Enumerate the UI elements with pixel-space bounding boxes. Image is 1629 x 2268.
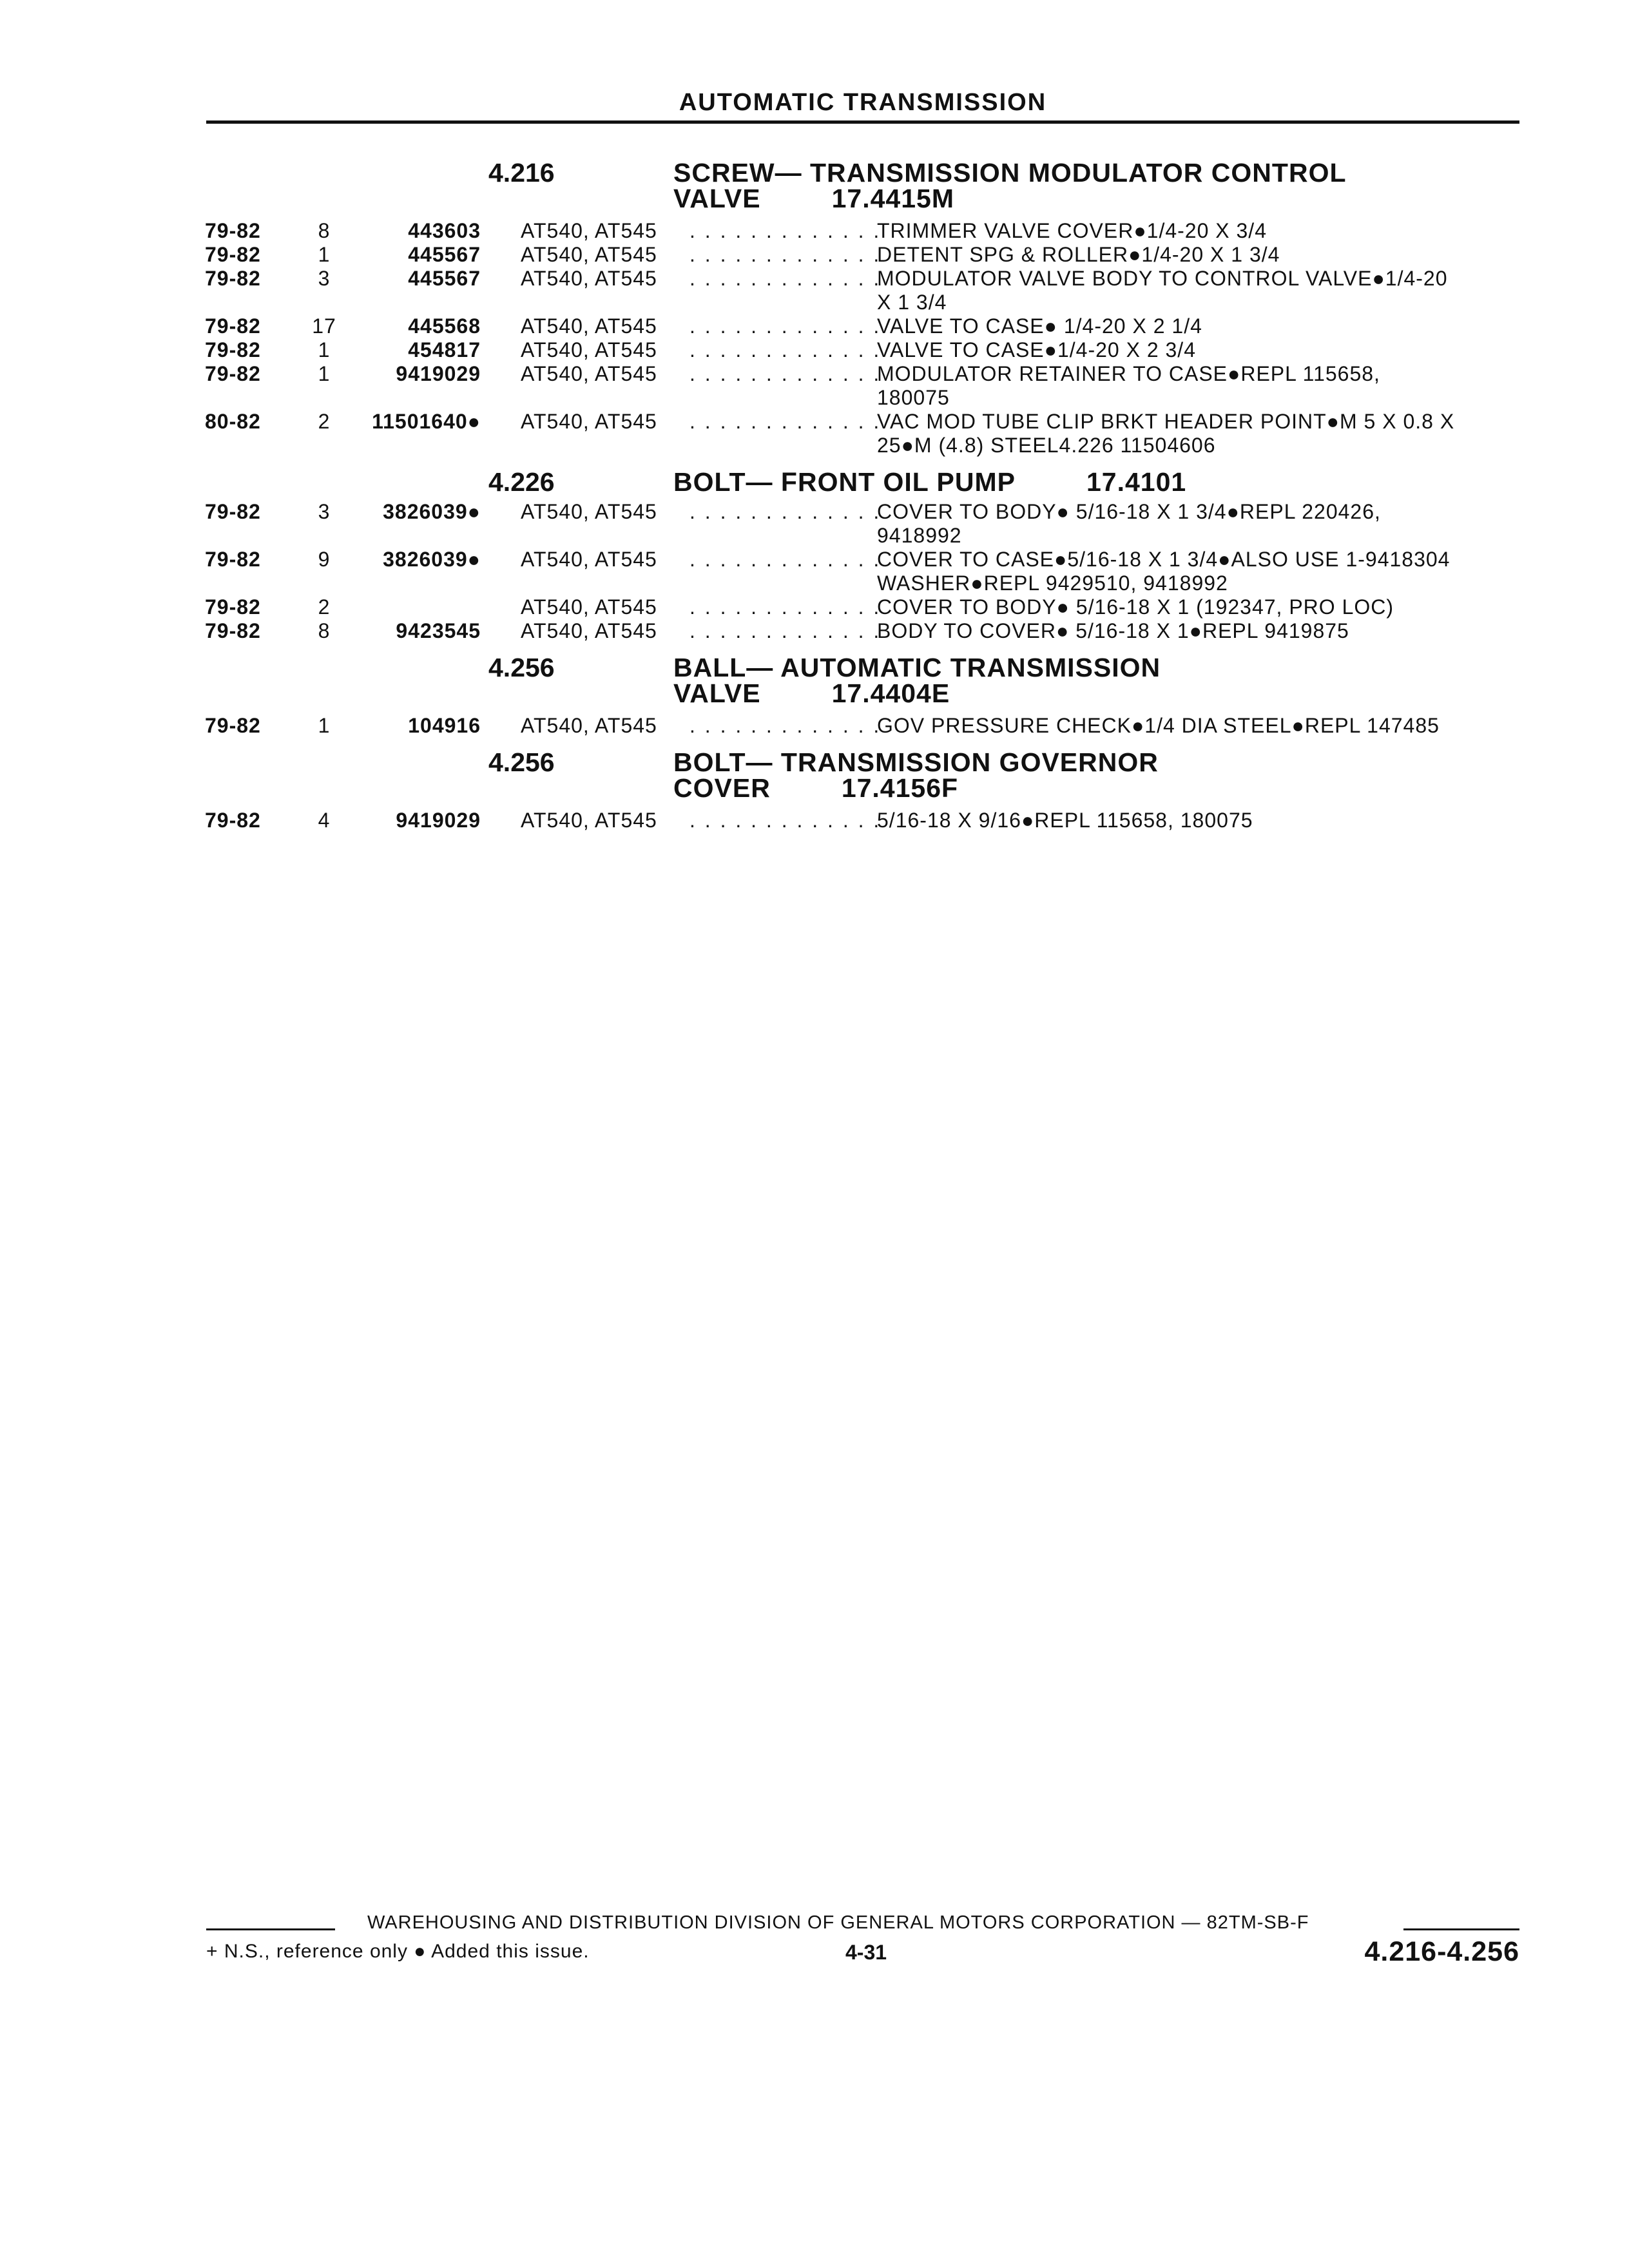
part-number-cell: 445567 — [408, 267, 481, 290]
section-title — [673, 749, 1159, 801]
model-cell: AT540, AT545 — [521, 809, 657, 832]
footer-rule-right — [1403, 1928, 1519, 1930]
part-number-cell: 454817 — [408, 338, 481, 361]
section-range: 4.216-4.256 — [1364, 1936, 1519, 1967]
qty-cell: 2 — [318, 410, 331, 433]
model-cell: AT540, AT545 — [521, 548, 657, 571]
leader-dots: . . . . . . . . . . . . . — [689, 362, 882, 385]
year-cell: 79-82 — [205, 362, 261, 385]
qty-cell: 1 — [318, 243, 331, 266]
description-cell: BODY TO COVER● 5/16-18 X 1●REPL 9419875 — [877, 619, 1349, 642]
part-number-cell: 9423545 — [396, 619, 481, 642]
section-number: 4.216 — [488, 158, 555, 187]
model-cell: AT540, AT545 — [521, 714, 657, 737]
year-cell: 79-82 — [205, 548, 261, 571]
model-cell: AT540, AT545 — [521, 338, 657, 361]
parts-catalog — [205, 148, 1532, 832]
qty-cell: 2 — [318, 595, 331, 619]
section-title-line2 — [673, 186, 1347, 211]
section-title-line1: SCREW— TRANSMISSION MODULATOR CONTROL — [673, 158, 1347, 187]
section-title — [673, 655, 1161, 706]
qty-cell: 1 — [318, 362, 331, 385]
section-title-line2-text: COVER — [673, 773, 771, 803]
qty-cell: 17 — [312, 314, 336, 338]
table-row — [205, 243, 1532, 267]
year-cell: 79-82 — [205, 500, 261, 523]
description-cell: VAC MOD TUBE CLIP BRKT HEADER POINT●M 5 X 0.8 X 25●M (4.8) STEEL4.226 11504606 — [877, 410, 1455, 457]
table-row — [205, 338, 1532, 362]
year-cell: 79-82 — [205, 338, 261, 361]
section-heading — [205, 157, 1532, 219]
description-cell: VALVE TO CASE● 1/4-20 X 2 1/4 — [877, 314, 1202, 338]
part-number-cell: 11501640● — [372, 410, 481, 433]
leader-dots: . . . . . . . . . . . . . — [689, 410, 882, 433]
table-row — [205, 595, 1532, 619]
description-cell: TRIMMER VALVE COVER●1/4-20 X 3/4 — [877, 219, 1267, 242]
section-code: 17.4156F — [841, 773, 959, 803]
section-heading — [205, 466, 1532, 500]
model-cell: AT540, AT545 — [521, 314, 657, 338]
part-number-cell: 9419029 — [396, 362, 481, 385]
footer-rule-left — [206, 1928, 335, 1930]
table-row — [205, 809, 1532, 832]
table-row — [205, 500, 1532, 548]
table-row — [205, 314, 1532, 338]
section-title-line1: BOLT— TRANSMISSION GOVERNOR — [673, 747, 1159, 777]
description-cell: 5/16-18 X 9/16●REPL 115658, 180075 — [877, 809, 1253, 832]
year-cell: 79-82 — [205, 595, 261, 619]
section-title-line1: BOLT— FRONT OIL PUMP — [673, 467, 1016, 497]
footer-legend: + N.S., reference only ● Added this issue. — [206, 1941, 590, 1962]
model-cell: AT540, AT545 — [521, 267, 657, 290]
section-code: 17.4101 — [1086, 467, 1187, 497]
year-cell: 80-82 — [205, 410, 261, 433]
section-title-line1: BALL— AUTOMATIC TRANSMISSION — [673, 653, 1161, 682]
qty-cell: 9 — [318, 548, 331, 571]
footer-publisher: WAREHOUSING AND DISTRIBUTION DIVISION OF GENERAL MOTORS CORPORATION — 82TM-SB-F — [367, 1912, 1309, 1933]
qty-cell: 3 — [318, 500, 331, 523]
leader-dots: . . . . . . . . . . . . . — [689, 267, 882, 290]
section-title-line2 — [673, 775, 1159, 801]
model-cell: AT540, AT545 — [521, 219, 657, 242]
qty-cell: 8 — [318, 219, 331, 242]
section-title — [673, 469, 1186, 495]
year-cell: 79-82 — [205, 714, 261, 737]
section-title-line2-text: VALVE — [673, 678, 761, 708]
section-code: 17.4415M — [831, 184, 954, 213]
section-title-line2 — [673, 680, 1161, 706]
part-number-cell: 9419029 — [396, 809, 481, 832]
model-cell: AT540, AT545 — [521, 500, 657, 523]
description-cell: COVER TO BODY● 5/16-18 X 1 3/4●REPL 220426, 9418992 — [877, 500, 1381, 547]
leader-dots: . . . . . . . . . . . . . — [689, 714, 882, 737]
qty-cell: 1 — [318, 338, 331, 361]
year-cell: 79-82 — [205, 619, 261, 642]
qty-cell: 1 — [318, 714, 331, 737]
year-cell: 79-82 — [205, 267, 261, 290]
section-title-line2-text: VALVE — [673, 184, 761, 213]
table-row — [205, 714, 1532, 738]
qty-cell: 8 — [318, 619, 331, 642]
section-heading — [205, 652, 1532, 714]
leader-dots: . . . . . . . . . . . . . — [689, 314, 882, 338]
leader-dots: . . . . . . . . . . . . . — [689, 219, 882, 242]
description-cell: DETENT SPG & ROLLER●1/4-20 X 1 3/4 — [877, 243, 1280, 266]
leader-dots: . . . . . . . . . . . . . — [689, 500, 882, 523]
section-code: 17.4404E — [831, 678, 950, 708]
model-cell: AT540, AT545 — [521, 619, 657, 642]
page-number: 4-31 — [845, 1941, 887, 1964]
part-number-cell: 443603 — [408, 219, 481, 242]
section-number: 4.256 — [488, 653, 555, 682]
table-row — [205, 548, 1532, 595]
part-number-cell: 3826039● — [383, 500, 481, 523]
description-cell: MODULATOR RETAINER TO CASE●REPL 115658, 180075 — [877, 362, 1380, 409]
leader-dots: . . . . . . . . . . . . . — [689, 243, 882, 266]
part-number-cell: 104916 — [408, 714, 481, 737]
description-cell: COVER TO CASE●5/16-18 X 1 3/4●ALSO USE 1-9418304 WASHER●REPL 9429510, 9418992 — [877, 548, 1451, 595]
leader-dots: . . . . . . . . . . . . . — [689, 595, 882, 619]
page-title: AUTOMATIC TRANSMISSION — [206, 89, 1519, 124]
year-cell: 79-82 — [205, 219, 261, 242]
part-number-cell: 445568 — [408, 314, 481, 338]
catalog-section — [205, 652, 1532, 738]
table-row — [205, 362, 1532, 410]
table-row — [205, 267, 1532, 314]
table-row — [205, 219, 1532, 243]
year-cell: 79-82 — [205, 809, 261, 832]
year-cell: 79-82 — [205, 314, 261, 338]
section-number: 4.226 — [488, 467, 555, 497]
leader-dots: . . . . . . . . . . . . . — [689, 338, 882, 361]
description-cell: GOV PRESSURE CHECK●1/4 DIA STEEL●REPL 147485 — [877, 714, 1440, 737]
model-cell: AT540, AT545 — [521, 595, 657, 619]
description-cell: COVER TO BODY● 5/16-18 X 1 (192347, PRO LOC) — [877, 595, 1394, 619]
catalog-section — [205, 466, 1532, 643]
description-cell: MODULATOR VALVE BODY TO CONTROL VALVE●1/4-20 X 1 3/4 — [877, 267, 1448, 314]
qty-cell: 4 — [318, 809, 331, 832]
description-cell: VALVE TO CASE●1/4-20 X 2 3/4 — [877, 338, 1196, 361]
part-number-cell: 445567 — [408, 243, 481, 266]
part-number-cell: 3826039● — [383, 548, 481, 571]
table-row — [205, 619, 1532, 643]
catalog-section — [205, 157, 1532, 457]
year-cell: 79-82 — [205, 243, 261, 266]
model-cell: AT540, AT545 — [521, 362, 657, 385]
section-title — [673, 160, 1347, 211]
leader-dots: . . . . . . . . . . . . . — [689, 619, 882, 642]
model-cell: AT540, AT545 — [521, 410, 657, 433]
section-number: 4.256 — [488, 747, 555, 777]
section-heading — [205, 747, 1532, 809]
leader-dots: . . . . . . . . . . . . . — [689, 548, 882, 571]
qty-cell: 3 — [318, 267, 331, 290]
table-row — [205, 410, 1532, 457]
catalog-section — [205, 747, 1532, 832]
model-cell: AT540, AT545 — [521, 243, 657, 266]
leader-dots: . . . . . . . . . . . . . — [689, 809, 882, 832]
